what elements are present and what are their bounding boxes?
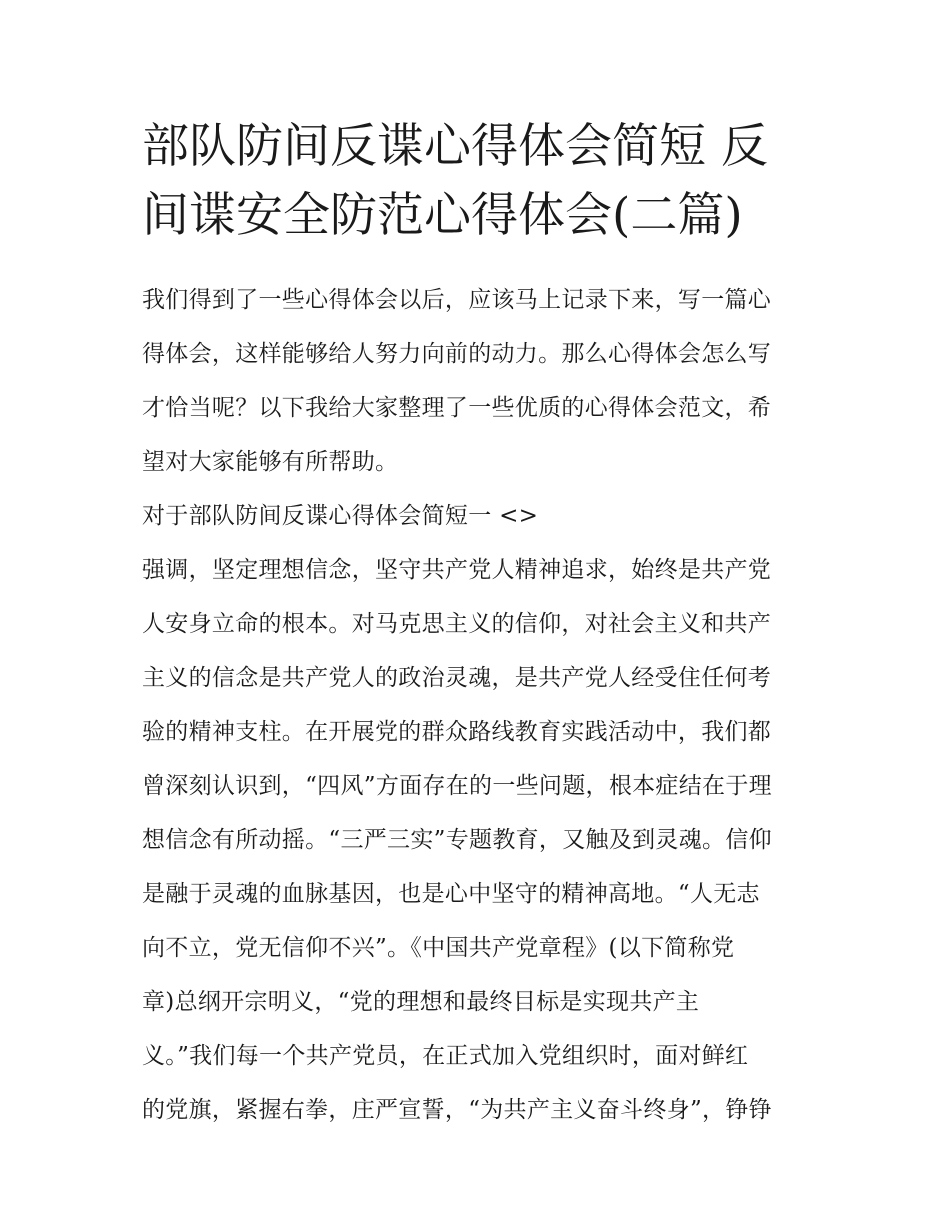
intro-line: 才恰当呢？以下我给大家整理了一些优质的心得体会范文，希 bbox=[142, 395, 772, 421]
section-heading: 对于部队防间反谍心得体会简短一 <> bbox=[142, 503, 539, 529]
document-title bbox=[142, 112, 822, 250]
body-line: 强调，坚定理想信念，坚守共产党人精神追求，始终是共产党 bbox=[142, 557, 772, 583]
body-line: 的党旗，紧握右拳，庄严宣誓，“为共产主义奋斗终身”，铮铮 bbox=[142, 1097, 772, 1123]
body-line: 章)总纲开宗明义，“党的理想和最终目标是实现共产主 bbox=[142, 989, 700, 1015]
body-line: 人安身立命的根本。对马克思主义的信仰，对社会主义和共产 bbox=[142, 611, 772, 637]
body-line: 验的精神支柱。在开展党的群众路线教育实践活动中，我们都 bbox=[142, 719, 772, 745]
title-line: 间谍安全防范心得体会(二篇) bbox=[142, 188, 743, 243]
body-line: 想信念有所动摇。“三严三实”专题教育，又触及到灵魂。信仰 bbox=[142, 827, 772, 853]
body-line: 曾深刻认识到，“四风”方面存在的一些问题，根本症结在于理 bbox=[142, 773, 772, 799]
body-line: 义。”我们每一个共产党员，在正式加入党组织时，面对鲜红 bbox=[142, 1043, 749, 1069]
intro-line: 得体会，这样能够给人努力向前的动力。那么心得体会怎么写 bbox=[142, 341, 772, 367]
body-line: 向不立，党无信仰不兴”。《中国共产党章程》(以下简称党 bbox=[142, 935, 735, 961]
intro-line: 我们得到了一些心得体会以后，应该马上记录下来，写一篇心 bbox=[142, 287, 772, 313]
body-line: 主义的信念是共产党人的政治灵魂，是共产党人经受住任何考 bbox=[142, 665, 772, 691]
intro-line: 望对大家能够有所帮助。 bbox=[142, 449, 399, 475]
title-line: 部队防间反谍心得体会简短 反 bbox=[142, 119, 768, 174]
body-line: 是融于灵魂的血脉基因，也是心中坚守的精神高地。“人无志 bbox=[142, 881, 760, 907]
